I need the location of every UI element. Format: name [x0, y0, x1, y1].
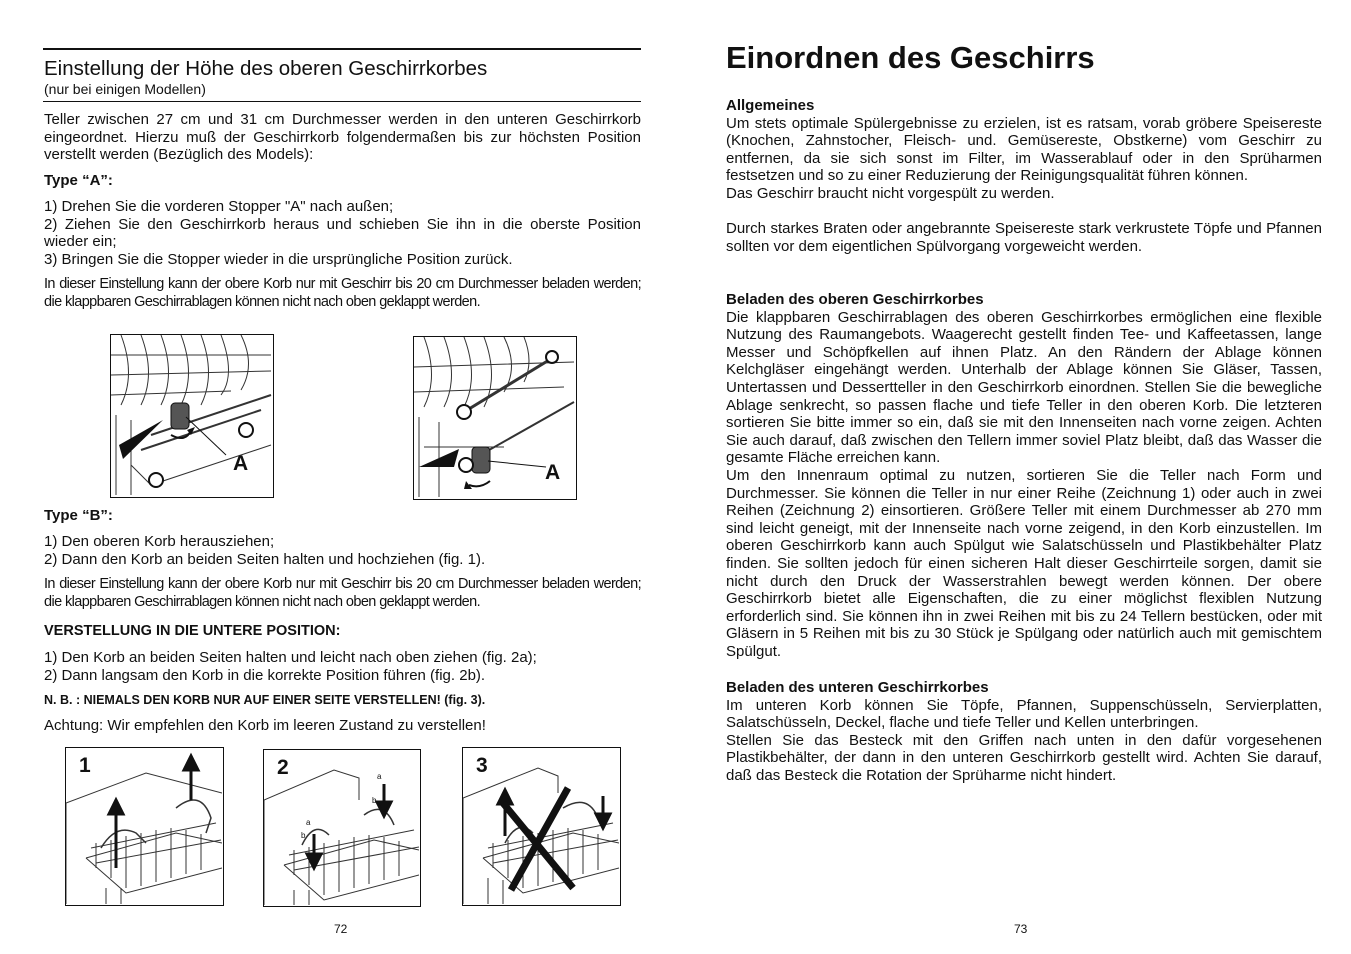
- stopper-label-a: A: [545, 461, 561, 484]
- type-a-step-1: 1) Drehen Sie die vorderen Stopper "A" nach außen;: [44, 198, 394, 215]
- figure-2-label-a: a: [377, 772, 382, 781]
- paragraph: Um stets optimale Spülergebnisse zu erzielen, ist es ratsam, vorab gröbere Speisereste (Knochen, Zahnstocher, Fleisch- und. Gemüsereste, Obstkerne) vom Geschirr zu entfernen, da sie sich sonst im Filter, im Wasserablauf oder in den Sprüharmen festsetzen und so zu einer Reduzierung der Reinigungsqualität führen können.: [726, 114, 1322, 185]
- section-heading: Beladen des unteren Geschirrkorbes: [726, 679, 989, 696]
- section-header: [43, 48, 641, 102]
- figure-2-number: 2: [277, 756, 289, 779]
- type-a-figure-turn-out: [110, 334, 274, 498]
- section-title: Einstellung der Höhe des oberen Geschirrkorbes: [44, 57, 488, 80]
- page-title: Einordnen des Geschirrs: [726, 40, 1095, 75]
- type-b-heading: Type “B”:: [44, 507, 113, 524]
- attention-note: Achtung: Wir empfehlen den Korb im leeren Zustand zu verstellen!: [44, 717, 486, 734]
- type-a-note: In dieser Einstellung kann der obere Korb nur mit Geschirr bis 20 cm Durchmesser beladen werden; die klappbaren Geschirrablagen können nicht nach oben geklappt werden.: [44, 276, 641, 310]
- figure-3: [462, 747, 621, 906]
- figure-2-label-b: b: [372, 796, 377, 805]
- lower-position-heading: VERSTELLUNG IN DIE UNTERE POSITION:: [44, 623, 341, 639]
- figure-1: [65, 747, 224, 906]
- intro-paragraph: Teller zwischen 27 cm und 31 cm Durchmesser werden in den unteren Geschirrkorb eingeordnet. Hierzu muß der Geschirrkorb folgendermaßen bis zur höchsten Position verstellt werden (Bezüglich des Models):: [44, 111, 641, 163]
- stopper-label-a: A: [233, 452, 249, 475]
- page-number: 72: [334, 922, 348, 936]
- paragraph: Im unteren Korb können Sie Töpfe, Pfannen, Suppenschüsseln, Servierplatten, Salatschüsseln, Deckel, flache und tiefe Teller und Kellen unterbringen.: [726, 696, 1322, 732]
- section-heading: Allgemeines: [726, 97, 815, 114]
- figure-2: [263, 749, 421, 907]
- paragraph: Das Geschirr braucht nicht vorgespült zu werden.: [726, 184, 1055, 202]
- lower-position-step-2: 2) Dann langsam den Korb in die korrekte Position führen (fig. 2b).: [44, 666, 486, 684]
- left-page: [0, 0, 675, 954]
- section-oberer-korb: [726, 291, 1322, 660]
- section-allgemeines: [726, 97, 1322, 255]
- figure-2-label-b: b: [301, 831, 306, 840]
- type-a-heading: Type “A”:: [44, 172, 113, 189]
- figure-2-label-a: a: [306, 818, 311, 827]
- page-number: 73: [1014, 922, 1028, 936]
- lower-position-step-1: 1) Den Korb an beiden Seiten halten und leicht nach oben ziehen (fig. 2a);: [44, 649, 537, 666]
- figure-3-number: 3: [476, 754, 488, 777]
- type-a-figure-push-in: [413, 336, 577, 500]
- paragraph: Durch starkes Braten oder angebrannte Speisereste stark verkrustete Töpfe und Pfannen sollten vor dem eigentlichen Spülvorgang vorgeweicht werden.: [726, 220, 1322, 255]
- type-b-step-1: 1) Den oberen Korb herausziehen;: [44, 533, 275, 550]
- figure-1-number: 1: [79, 754, 91, 777]
- section-subtitle: (nur bei einigen Modellen): [44, 81, 206, 97]
- section-unterer-korb: [726, 679, 1322, 785]
- type-a-step-2: 2) Ziehen Sie den Geschirrkorb heraus und schieben Sie ihn in die oberste Position wieder ein;: [44, 215, 641, 250]
- paragraph: Stellen Sie das Besteck mit den Griffen nach unten in den dafür vorgesehenen Plastikbehälter, der dann in den unteren Geschirrkorb gestellt wird. Achten Sie darauf, daß das Besteck die Rotation der Sprüharme nicht hindert.: [726, 731, 1322, 784]
- section-heading: Beladen des oberen Geschirrkorbes: [726, 291, 984, 308]
- right-page: [676, 0, 1351, 954]
- type-a-step-3: 3) Bringen Sie die Stopper wieder in die ursprüngliche Position zurück.: [44, 250, 513, 268]
- type-b-note: In dieser Einstellung kann der obere Korb nur mit Geschirr bis 20 cm Durchmesser beladen werden; die klappbaren Geschirrablagen können nicht nach oben geklappt werden.: [44, 576, 641, 610]
- paragraph: Die klappbaren Geschirrablagen des oberen Geschirrkorbes ermöglichen eine flexible Nutzung des Raumangebots. Waagerecht gestellt finden Tee- und Kaffeetassen, lange Messer und Schöpfkellen auf ihnen Platz. An den Rändern der Ablage können Kelchgläser eingehängt werden. Unterhalb der Ablage können Sie Gläser, Tassen, Untertassen und Dessertteller in den Geschirrkorb einordnen. Stellen Sie die bewegliche Ablage senkrecht, so passen flache und tiefe Teller in den oberen Korb. Die letzteren sortieren Sie bitte immer so ein, daß sie mit den Innenseiten nach vorne zeigen. Achten Sie auch darauf, daß zwischen den Tellern immer soviel Platz bleibt, daß das Wasser die gesamte Fläche erreichen kann.: [726, 308, 1322, 467]
- warning-note: N. B. : NIEMALS DEN KORB NUR AUF EINER SEITE VERSTELLEN! (fig. 3).: [44, 693, 486, 707]
- paragraph: Um den Innenraum optimal zu nutzen, sortieren Sie die Teller nach Form und Durchmesser. Sie können die Teller in nur einer Reihe (Zeichnung 1) oder auch in zwei Reihen (Zeichnung 2) einsortieren. Größere Teller mit einem Durchmesser ab 270 mm sind leicht geneigt, mit der Innenseite nach vorne zeigend, in den Korb einzustellen. Im oberen Geschirrkorb kann auch Spülgut wie Salatschüsseln und Plastikbehälter Platz finden. Sie sollten jedoch für einen sicheren Halt dieser Geschirrteile sorgen, damit sie nicht durch den Druck der Wasserstrahlen bewegt werden können. Der obere Geschirrkorb bietet alle Eigenschaften, die zu einer möglichst flexiblen Nutzung erforderlich sind. Sie können ihn in zwei Reihen mit bis zu 24 Tellern bestücken, oder mit Gläsern in 5 Reihen mit bis zu 30 Stück je Spülgang oder natürlich auch mit gemischtem Spülgut.: [726, 466, 1322, 660]
- type-b-step-2: 2) Dann den Korb an beiden Seiten halten und hochziehen (fig. 1).: [44, 550, 486, 568]
